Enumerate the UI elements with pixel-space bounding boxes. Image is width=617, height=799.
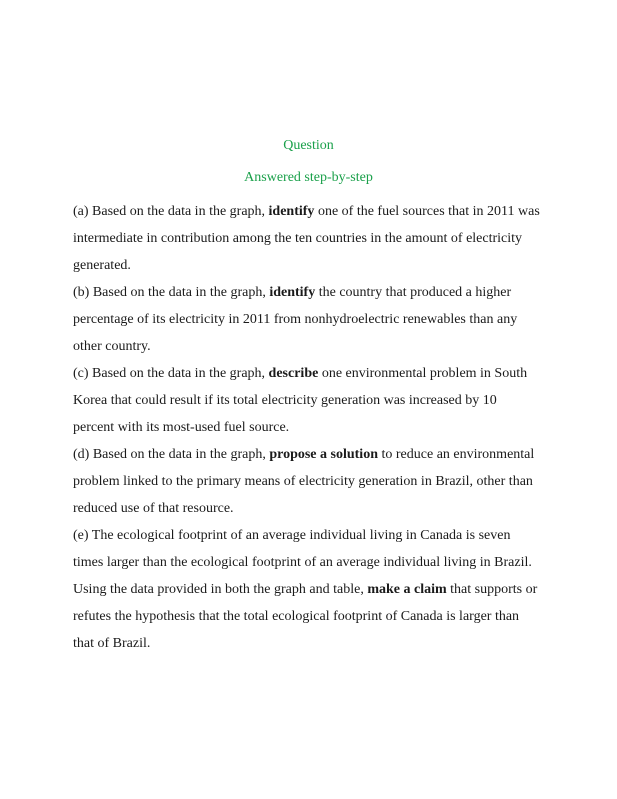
question-line: reduced use of that resource. xyxy=(73,501,234,516)
question-line: times larger than the ecological footprint of an average individual living in Brazil. xyxy=(73,555,532,570)
question-line: percent with its most-used fuel source. xyxy=(73,420,290,435)
question-line: (c) Based on the data in the graph, describe one environmental problem in South xyxy=(73,366,528,381)
question-line: percentage of its electricity in 2011 from nonhydroelectric renewables than any xyxy=(73,312,518,327)
emphasis: identify xyxy=(269,285,316,300)
question-line: Using the data provided in both the graph and table, make a claim that supports or xyxy=(73,582,538,597)
question-line: problem linked to the primary means of electricity generation in Brazil, other than xyxy=(73,474,533,489)
question-line: (d) Based on the data in the graph, propose a solution to reduce an environmental xyxy=(73,447,535,462)
question-line: (b) Based on the data in the graph, identify the country that produced a higher xyxy=(73,285,512,300)
question-line: Korea that could result if its total electricity generation was increased by 10 xyxy=(73,393,497,408)
answered-step-by-step-label: Answered step-by-step xyxy=(244,170,373,185)
question-heading: Question xyxy=(283,138,334,153)
question-line: other country. xyxy=(73,339,151,354)
question-line: generated. xyxy=(73,258,131,273)
question-part-c xyxy=(73,360,553,441)
question-line: (e) The ecological footprint of an average individual living in Canada is seven xyxy=(73,528,511,543)
emphasis: make a claim xyxy=(367,582,447,597)
question-part-a xyxy=(73,198,553,279)
question-line: intermediate in contribution among the ten countries in the amount of electricity xyxy=(73,231,523,246)
emphasis: propose a solution xyxy=(269,447,378,462)
question-line: that of Brazil. xyxy=(73,636,151,651)
question-part-d xyxy=(73,441,553,522)
emphasis: identify xyxy=(268,204,315,219)
question-part-b xyxy=(73,279,553,360)
question-part-e xyxy=(73,522,553,657)
emphasis: describe xyxy=(268,366,319,381)
question-line: (a) Based on the data in the graph, identify one of the fuel sources that in 2011 was xyxy=(73,204,540,219)
question-line: refutes the hypothesis that the total ecological footprint of Canada is larger than xyxy=(73,609,520,624)
